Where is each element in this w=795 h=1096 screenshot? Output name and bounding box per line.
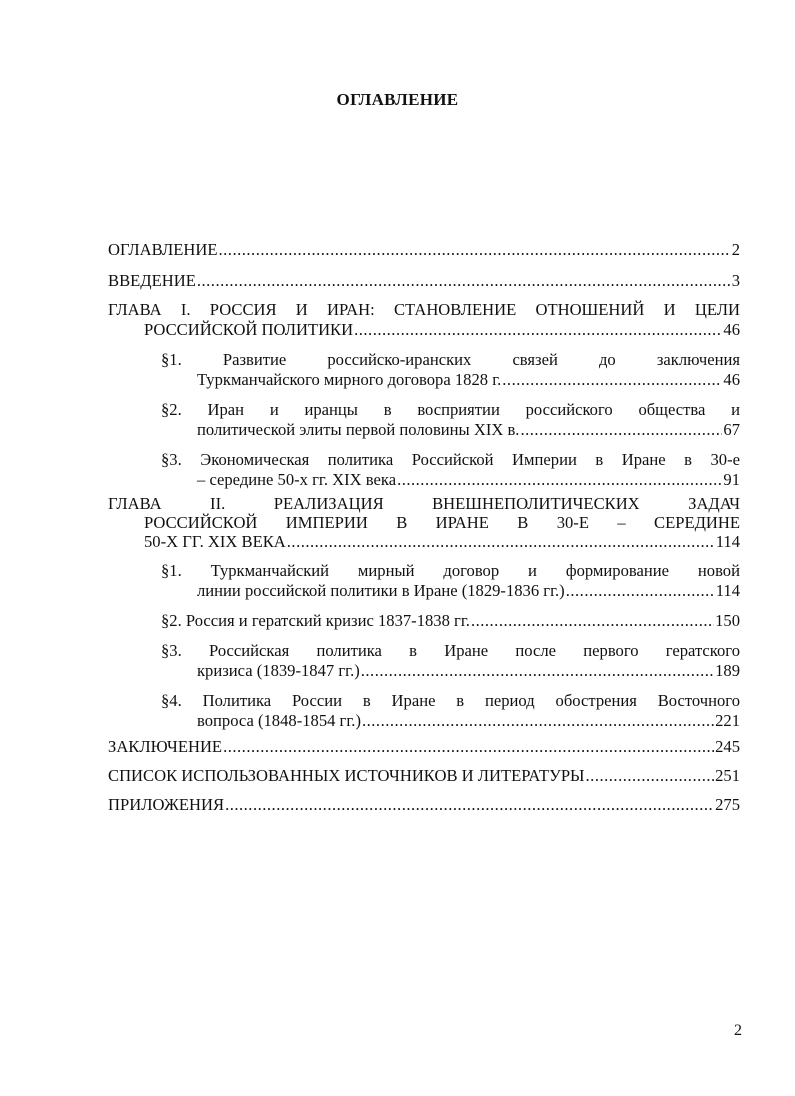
table-of-contents	[108, 240, 740, 815]
toc-entry-line: §1. Туркманчайский мирный договор и формирование новой	[161, 561, 740, 580]
dot-leader	[397, 470, 722, 490]
toc-entry-line: §4. Политика России в Иране в период обострения Восточного	[161, 691, 740, 710]
dot-leader	[362, 711, 714, 731]
toc-page-number: 2	[731, 240, 740, 259]
toc-page-number: 189	[715, 661, 740, 680]
toc-page-number: 67	[723, 420, 740, 439]
toc-page-number: 245	[715, 737, 740, 756]
toc-entry-ch1-section-1[interactable]	[161, 350, 740, 390]
toc-entry-title: СПИСОК ИСПОЛЬЗОВАННЫХ ИСТОЧНИКОВ И ЛИТЕРАТУРЫ	[108, 766, 585, 785]
page-title: ОГЛАВЛЕНИЕ	[336, 90, 459, 109]
toc-entry-title: ОГЛАВЛЕНИЕ	[108, 240, 218, 259]
toc-entry-ch2-section-2[interactable]	[161, 611, 740, 631]
toc-entry-appendices[interactable]	[108, 795, 740, 815]
toc-entry-ch1-section-2[interactable]	[161, 400, 740, 440]
toc-entry-line: §2. Иран и иранцы в восприятии российского общества и	[161, 400, 740, 419]
toc-entry-contents[interactable]	[108, 240, 740, 260]
dot-leader	[219, 240, 731, 260]
toc-page-number: 114	[715, 581, 740, 600]
toc-entry-ch1-section-3[interactable]	[161, 450, 740, 490]
toc-page-number: 150	[715, 611, 740, 630]
dot-leader	[223, 737, 714, 757]
toc-entry-title: политической элиты первой половины XIX в.	[197, 420, 520, 439]
dot-leader	[471, 611, 714, 631]
toc-entry-title: 50-Х ГГ. XIX ВЕКА	[144, 532, 286, 551]
toc-entry-chapter-1[interactable]	[108, 300, 740, 340]
toc-page-number: 221	[715, 711, 740, 730]
toc-entry-title: вопроса (1848-1854 гг.)	[197, 711, 361, 730]
toc-page-number: 251	[715, 766, 740, 785]
toc-entry-line: §3. Экономическая политика Российской Империи в Иране в 30-е	[161, 450, 740, 469]
toc-entry-title: линии российской политики в Иране (1829-1836 гг.)	[197, 581, 565, 600]
dot-leader	[225, 795, 714, 815]
toc-entry-line: ГЛАВА I. РОССИЯ И ИРАН: СТАНОВЛЕНИЕ ОТНОШЕНИЙ И ЦЕЛИ	[108, 300, 740, 319]
dot-leader	[566, 581, 715, 601]
dot-leader	[287, 532, 715, 551]
toc-entry-line: ГЛАВА II. РЕАЛИЗАЦИЯ ВНЕШНЕПОЛИТИЧЕСКИХ ЗАДАЧ	[108, 494, 740, 513]
dot-leader	[361, 661, 714, 681]
toc-entry-title: ЗАКЛЮЧЕНИЕ	[108, 737, 223, 756]
toc-page-number: 46	[723, 320, 740, 339]
dot-leader	[586, 766, 715, 786]
toc-entry-bibliography[interactable]	[108, 766, 740, 786]
dot-leader	[197, 271, 731, 291]
toc-entry-introduction[interactable]	[108, 271, 740, 291]
toc-entry-title: Туркманчайского мирного договора 1828 г.	[197, 370, 502, 389]
toc-entry-title: кризиса (1839-1847 гг.)	[197, 661, 360, 680]
toc-page-number: 114	[715, 532, 740, 551]
toc-entry-title: ПРИЛОЖЕНИЯ	[108, 795, 225, 814]
toc-entry-line: РОССИЙСКОЙ ИМПЕРИИ В ИРАНЕ В 30-Е – СЕРЕДИНЕ	[144, 513, 740, 532]
toc-entry-title: РОССИЙСКОЙ ПОЛИТИКИ	[144, 320, 354, 339]
dot-leader	[502, 370, 722, 390]
toc-entry-ch2-section-3[interactable]	[161, 641, 740, 681]
toc-entry-ch2-section-4[interactable]	[161, 691, 740, 731]
toc-entry-title: §2. Россия и гератский кризис 1837-1838 гг.	[161, 611, 470, 630]
toc-page-number: 46	[723, 370, 740, 389]
toc-entry-title: – середине 50-х гг. XIX века	[197, 470, 397, 489]
page-number: 2	[734, 1022, 742, 1039]
toc-page-number: 3	[731, 271, 740, 290]
toc-entry-line: §1. Развитие российско-иранских связей до заключения	[161, 350, 740, 369]
toc-entry-ch2-section-1[interactable]	[161, 561, 740, 601]
toc-page-number: 275	[715, 795, 740, 814]
toc-entry-title: ВВЕДЕНИЕ	[108, 271, 196, 290]
toc-page-number: 91	[723, 470, 740, 489]
toc-entry-conclusion[interactable]	[108, 737, 740, 757]
toc-entry-chapter-2[interactable]	[108, 494, 740, 551]
toc-entry-line: §3. Российская политика в Иране после первого гератского	[161, 641, 740, 660]
dot-leader	[520, 420, 722, 440]
dot-leader	[354, 320, 722, 340]
